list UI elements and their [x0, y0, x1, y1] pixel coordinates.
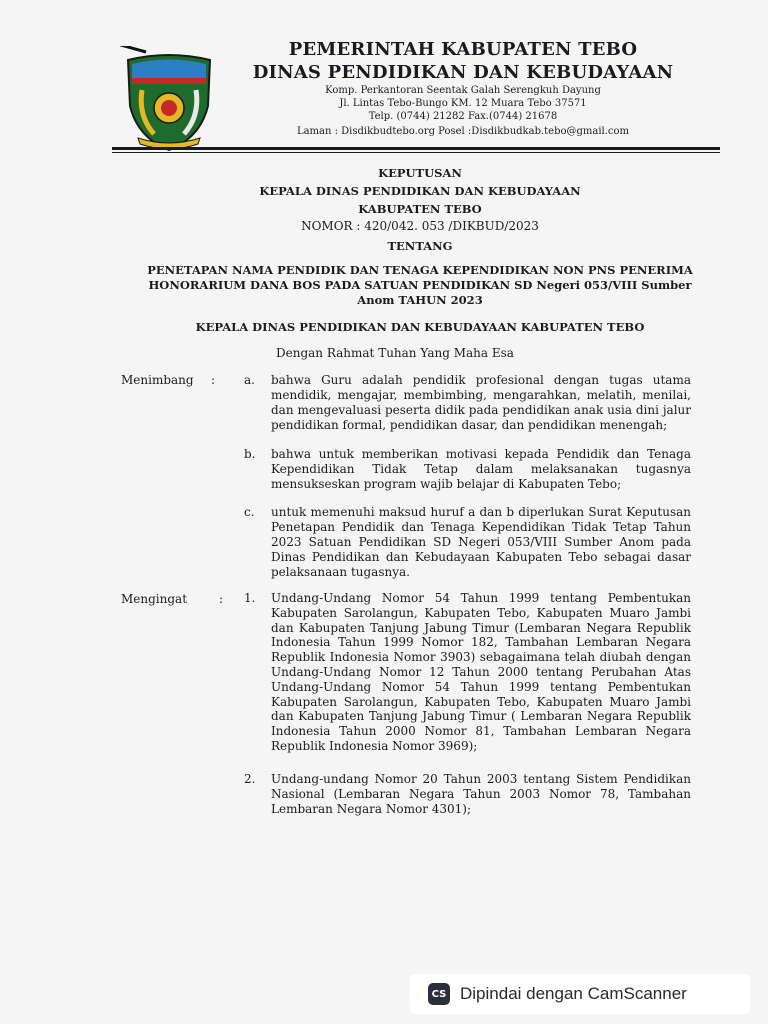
letterhead-government: PEMERINTAH KABUPATEN TEBO [288, 39, 638, 60]
decree-subject-line-2: HONORARIUM DANA BOS PADA SATUAN PENDIDIKAN SD Negeri 053/VIII Sumber [148, 278, 692, 292]
mengingat-item-2-marker: 2. [244, 772, 256, 786]
camscanner-icon: CS [428, 983, 450, 1005]
mengingat-colon: : [219, 592, 224, 606]
letterhead-agency: DINAS PENDIDIKAN DAN KEBUDAYAAN [252, 62, 674, 83]
mengingat-label: Mengingat [121, 592, 188, 606]
menimbang-colon: : [211, 373, 216, 387]
decree-number: NOMOR : 420/042. 053 /DIKBUD/2023 [301, 219, 539, 233]
decree-subject-line-3: Anom TAHUN 2023 [357, 293, 483, 307]
letterhead-divider-thick [112, 147, 720, 150]
mengingat-item-1-text: Undang-Undang Nomor 54 Tahun 1999 tentang Pembentukan Kabupaten Sarolangun, Kabupaten Tebo, Kabupaten Muaro Jambi dan Kabupaten Tanjung Jabung Timur (Lembaran Negara Republik Indonesia Tahun 1999 Nomor 182, Tambahan Lembaran Negara Republik Indonesia Nomor 3903) sebagaimana telah diubah dengan Undang-Undang Nomor 12 Tahun 2000 tentang Perubahan Atas Undang-Undang Nomor 54 Tahun 1999 tentang Pembentukan Kabupaten Sarolangun, Kabupaten Tebo, Kabupaten Muaro Jambi dan Kabupaten Tanjung Jabung Timur ( Lembaran Negara Republik Indonesia Tahun 2000 Nomor 81, Tambahan Lembaran Negara Republik Indonesia Nomor 3969); [271, 591, 691, 753]
menimbang-item-c-marker: c. [244, 505, 255, 519]
menimbang-item-a-marker: a. [244, 373, 255, 387]
decree-label: KEPUTUSAN [378, 166, 462, 180]
menimbang-item-b-marker: b. [244, 447, 256, 461]
letterhead-address-2: Jl. Lintas Tebo-Bungo KM. 12 Muara Tebo 37571 [339, 98, 587, 109]
menimbang-item-a-text: bahwa Guru adalah pendidik profesional dengan tugas utama mendidik, mengajar, membimbing, mengarahkan, melatih, menilai, dan mengevaluasi peserta didik pada pendidikan anak usia dini jalur pendidikan formal, pendidikan dasar, dan pendidikan menengah; [271, 373, 691, 432]
decree-about-label: TENTANG [387, 239, 453, 253]
letterhead-address-1: Komp. Perkantoran Seentak Galah Serengkuh Dayung [325, 85, 601, 96]
mengingat-item-1-marker: 1. [244, 591, 256, 605]
camscanner-badge [410, 974, 750, 1014]
tebo-regency-emblem [120, 46, 218, 154]
letterhead-divider-thin [112, 152, 720, 153]
mengingat-item-2-text: Undang-undang Nomor 20 Tahun 2003 tentang Sistem Pendidikan Nasional (Lembaran Negara Tahun 2003 Nomor 78, Tambahan Lembaran Negara Nomor 4301); [271, 772, 691, 816]
menimbang-label: Menimbang [121, 373, 194, 387]
letterhead-web-email: Laman : Disdikbudtebo.org Posel :Disdikbudkab.tebo@gmail.com [296, 126, 630, 137]
letterhead-phone: Telp. (0744) 21282 Fax.(0744) 21678 [368, 111, 558, 122]
menimbang-item-b-text: bahwa untuk memberikan motivasi kepada Pendidik dan Tenaga Kependidikan Tidak Tetap dalam melaksanakan tugasnya mensukseskan program wajib belajar di Kabupaten Tebo; [271, 447, 691, 491]
decree-regency: KABUPATEN TEBO [358, 202, 482, 216]
menimbang-item-c-text: untuk memenuhi maksud huruf a dan b diperlukan Surat Keputusan Penetapan Pendidik dan Tenaga Kependidikan Tidak Tetap Tahun 2023 Satuan Pendidikan SD Negeri 053/VIII Sumber Anom pada Dinas Pendidikan dan Kebudayaan Kabupaten Tebo sebagai dasar pelaksanaan tugasnya. [271, 505, 691, 579]
blessing-line: Dengan Rahmat Tuhan Yang Maha Esa [276, 346, 514, 360]
camscanner-text: Dipindai dengan CamScanner [460, 984, 687, 1003]
decree-subject-line-1: PENETAPAN NAMA PENDIDIK DAN TENAGA KEPENDIDIKAN NON PNS PENERIMA [147, 263, 693, 277]
decree-issuer: KEPALA DINAS PENDIDIKAN DAN KEBUDAYAAN [259, 184, 581, 198]
decree-official: KEPALA DINAS PENDIDIKAN DAN KEBUDAYAAN KABUPATEN TEBO [195, 320, 645, 334]
